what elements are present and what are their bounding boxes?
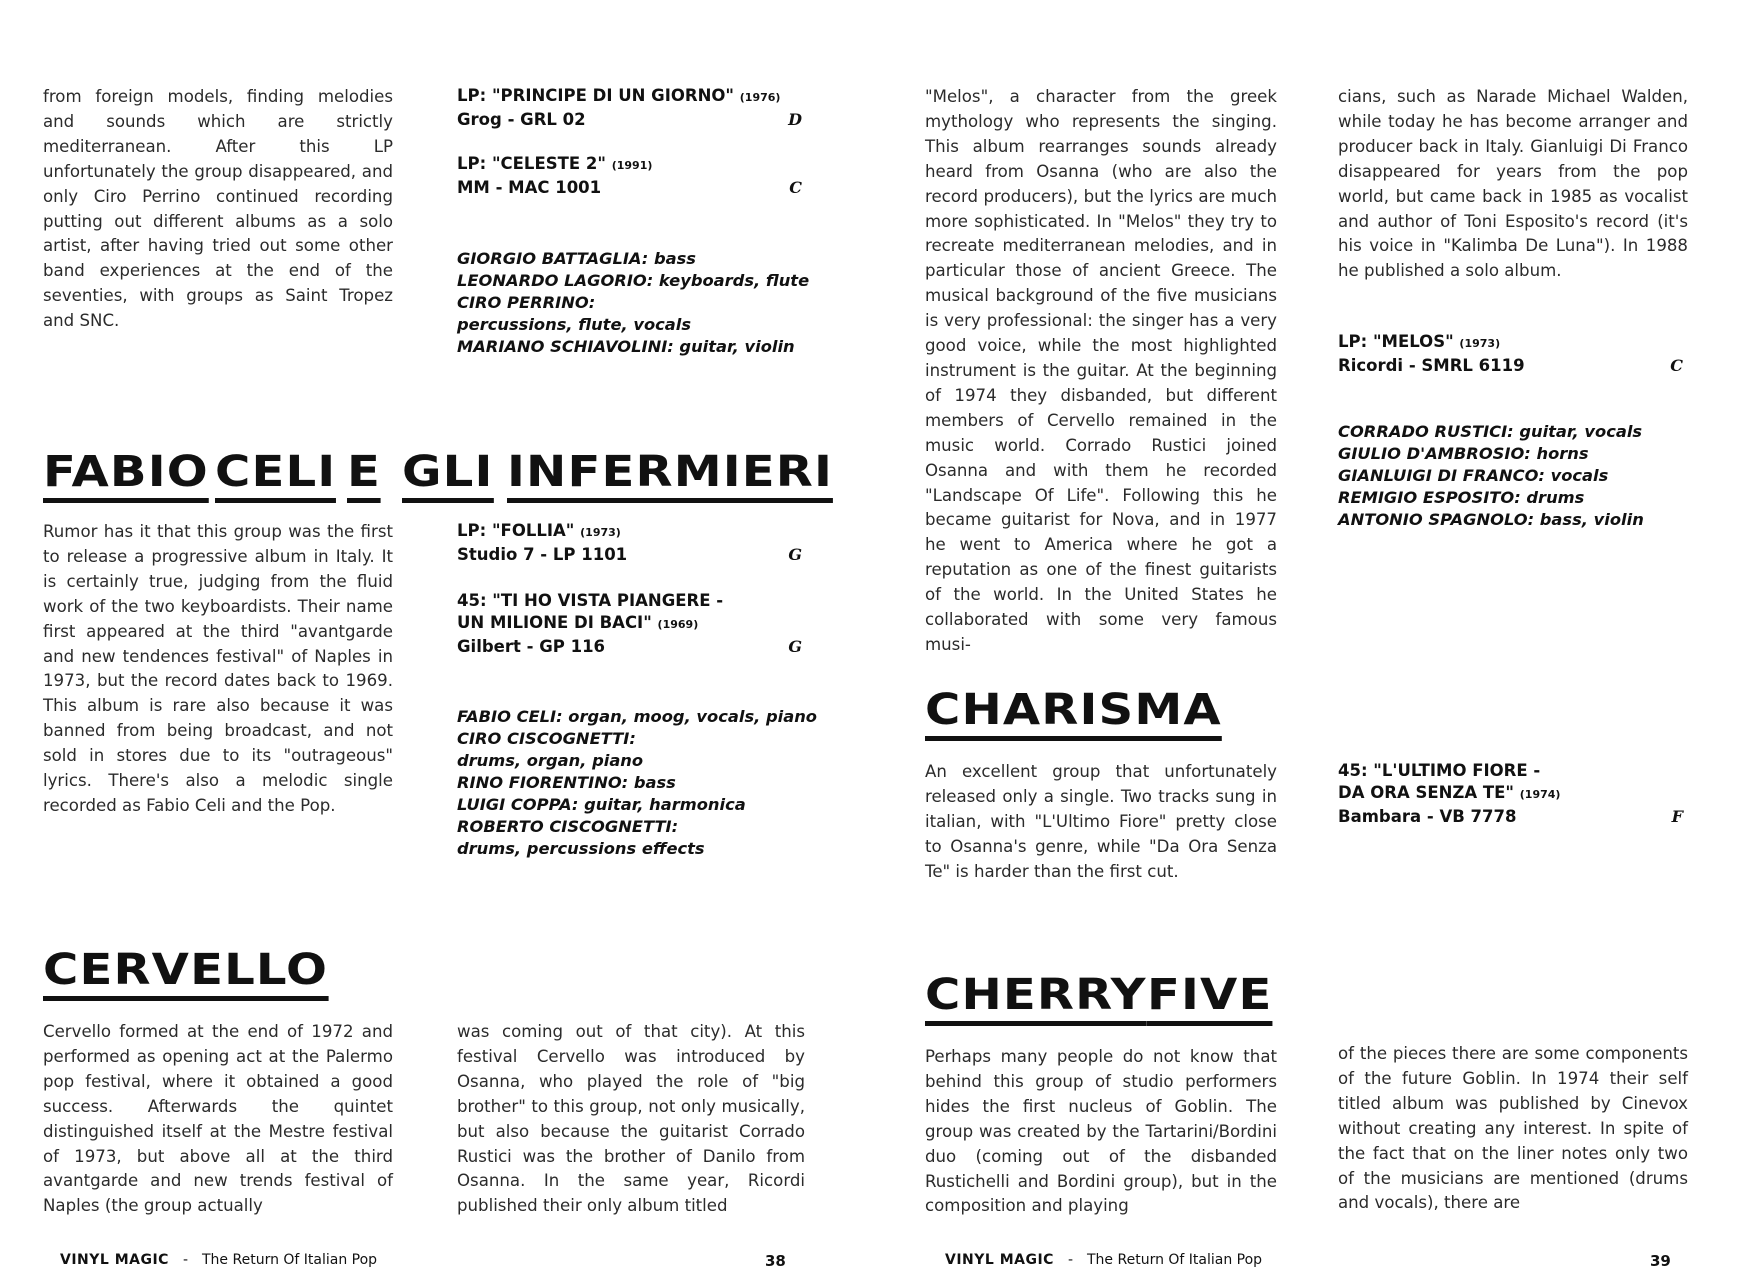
member: LEONARDO LAGORIO: keyboards, flute [457, 271, 810, 290]
member: GIORGIO BATTAGLIA: bass [457, 249, 697, 268]
member: REMIGIO ESPOSITO: drums [1338, 488, 1585, 507]
heading-word: INFERMIERI [507, 447, 833, 503]
member: LUIGI COPPA: guitar, harmonica [457, 795, 746, 814]
magazine-brand: VINYL MAGIC [945, 1252, 1054, 1268]
rarity-grade: F [1671, 807, 1683, 826]
heading-word: E [347, 447, 381, 503]
charisma-discography [1338, 760, 1683, 850]
intro-members-list [457, 248, 810, 358]
fabio-text-block [43, 520, 393, 819]
intro-discography [457, 85, 802, 221]
rarity-grade: C [1670, 356, 1683, 375]
record-label: Gilbert - GP 116 [457, 637, 606, 656]
cervello-continued-col2 [1338, 85, 1688, 284]
member: percussions, flute, vocals [457, 315, 692, 334]
record-year: (1973) [1459, 337, 1501, 350]
member: GIULIO D'AMBROSIO: horns [1338, 444, 1589, 463]
member: drums, percussions effects [457, 839, 705, 858]
record-title: LP: "MELOS" [1338, 332, 1454, 351]
record-title: 45: "L'ULTIMO FIORE - [1338, 761, 1541, 780]
discography-entry [457, 590, 802, 658]
record-year: (1976) [739, 91, 781, 104]
record-label: Bambara - VB 7778 [1338, 807, 1517, 826]
rarity-grade: D [788, 110, 802, 129]
member: drums, organ, piano [457, 751, 644, 770]
member: ROBERTO CISCOGNETTI: [457, 817, 679, 836]
discography-entry [1338, 760, 1683, 828]
record-year: (1974) [1519, 788, 1561, 801]
page-footer-right [945, 1252, 1262, 1268]
heading-word: CELI [215, 447, 336, 503]
record-title: 45: "TI HO VISTA PIANGERE - [457, 591, 724, 610]
record-label: MM - MAC 1001 [457, 178, 602, 197]
heading-word: CHERRY [925, 970, 1147, 1026]
magazine-brand: VINYL MAGIC [60, 1252, 169, 1268]
member: ANTONIO SPAGNOLO: bass, violin [1338, 510, 1644, 529]
member: CIRO CISCOGNETTI: [457, 729, 636, 748]
section-heading-fabio-celi [43, 447, 834, 503]
member: FABIO CELI: organ, moog, vocals, piano [457, 707, 817, 726]
record-year: (1969) [657, 618, 699, 631]
footer-separator: - [182, 1252, 188, 1268]
fabio-members-list [457, 706, 817, 860]
record-title: LP: "PRINCIPE DI UN GIORNO" [457, 86, 735, 105]
cervello-text-col1 [43, 1020, 393, 1219]
cherry-paragraph: of the pieces there are some components of the future Goblin. In 1974 their self titled album was published by Cinevox without creating any interest. In spite of the fact that on the liner notes only two of the musicians are mentioned (drums and vocals), there are [1338, 1044, 1688, 1213]
cervello-discography [1338, 331, 1683, 399]
record-label: Ricordi - SMRL 6119 [1338, 356, 1525, 375]
page-footer-left [60, 1252, 377, 1268]
record-label: Grog - GRL 02 [457, 110, 586, 129]
member: CIRO PERRINO: [457, 293, 596, 312]
heading-word: FABIO [43, 447, 209, 503]
discography-entry [457, 520, 802, 566]
fabio-discography [457, 520, 802, 680]
record-title: LP: "FOLLIA" [457, 521, 575, 540]
heading-word: GLI [402, 447, 494, 503]
cherry-paragraph: Perhaps many people do not know that behind this group of studio performers hides the first nucleus of Goblin. The group was created by the Tartarini/Bordini duo (coming out of the disbanded Rustichelli and Bordini group), but in the composition and playing [925, 1047, 1277, 1216]
section-heading-charisma [925, 685, 1222, 741]
rarity-grade: G [788, 545, 802, 564]
discography-entry [1338, 331, 1683, 377]
section-heading-cervello [43, 945, 329, 1001]
record-title: LP: "CELESTE 2" [457, 154, 606, 173]
discography-entry [457, 153, 802, 199]
record-year: (1991) [611, 159, 653, 172]
footer-separator: - [1067, 1252, 1073, 1268]
magazine-subtitle: The Return Of Italian Pop [1087, 1252, 1263, 1268]
cervello-paragraph: Cervello formed at the end of 1972 and performed as opening act at the Palermo pop festival, where it obtained a good success. Afterwards the quintet distinguished itself at the Mestre festival of 1973, but above all at the third avantgarde and new trends festival of Naples (the group actually [43, 1022, 393, 1216]
heading-word: FIVE [1147, 970, 1272, 1026]
member: RINO FIORENTINO: bass [457, 773, 676, 792]
cervello-paragraph: "Melos", a character from the greek mythology who represents the singing. This album rearranges sounds already heard from Osanna (who are also the record producers), but the lyrics are much more sophisticated. In "Melos" they try to recreate mediterranean melodies, and in particular those of ancient Greece. The musical background of the five musicians is very professional: the singer has a very good voice, while the most highlighted instrument is the guitar. At the beginning of 1974 they disbanded, but different members of Cervello remained in the music world. Corrado Rustici joined Osanna and with them he recorded "Landscape Of Life". Following this he became guitarist for Nova, and in 1977 he went to America where he got a reputation as one of the finest guitarists of the world. In the United States he collaborated with some very famous musi- [925, 87, 1277, 654]
record-label: Studio 7 - LP 1101 [457, 545, 628, 564]
heading-word: CERVELLO [43, 945, 328, 1001]
member: CORRADO RUSTICI: guitar, vocals [1338, 422, 1643, 441]
discography-entry [457, 85, 802, 131]
rarity-grade: C [789, 178, 802, 197]
charisma-text-block [925, 760, 1277, 885]
charisma-paragraph: An excellent group that unfortunately released only a single. Two tracks sung in italian, with "L'Ultimo Fiore" pretty close to Osanna's genre, while "Da Ora Senza Te" is harder than the first cut. [925, 762, 1277, 881]
intro-paragraph: from foreign models, finding melodies and sounds which are strictly mediterranean. After this LP unfortunately the group disappeared, and only Ciro Perrino continued recording putting out different albums as a solo artist, after having tried out some other band experiences at the end of the seventies, with groups as Saint Tropez and SNC. [43, 87, 393, 331]
cervello-paragraph: was coming out of that city). At this festival Cervello was introduced by Osanna, who played the role of "big brother" to this group, not only musically, but also because the guitarist Corrado Rustici was the brother of Danilo from Osanna. In the same year, Ricordi published their only album titled [457, 1022, 805, 1216]
cherry-text-col2 [1338, 1042, 1688, 1216]
section-heading-cherry-five [925, 970, 1273, 1026]
record-title-cont: DA ORA SENZA TE" [1338, 783, 1515, 802]
cervello-paragraph: cians, such as Narade Michael Walden, while today he has become arranger and producer back in Italy. Gianluigi Di Franco disappeared for years from the pop world, but came back in 1985 as vocalist and author of Toni Esposito's record (it's his voice in "Kalimba De Luna"). In 1988 he published a solo album. [1338, 87, 1688, 281]
member: GIANLUIGI DI FRANCO: vocals [1338, 466, 1609, 485]
cervello-continued-col1 [925, 85, 1277, 658]
record-year: (1973) [580, 526, 621, 539]
cervello-text-col2 [457, 1020, 805, 1219]
magazine-subtitle: The Return Of Italian Pop [202, 1252, 378, 1268]
member: MARIANO SCHIAVOLINI: guitar, violin [457, 337, 795, 356]
intro-text-block [43, 85, 393, 334]
cherry-text-col1 [925, 1045, 1277, 1219]
page-number-39: 39 [1650, 1252, 1671, 1270]
rarity-grade: G [788, 637, 802, 656]
page-number-38: 38 [765, 1252, 786, 1270]
heading-word: CHARISMA [925, 685, 1222, 741]
fabio-paragraph: Rumor has it that this group was the first to release a progressive album in Italy. It is certainly true, judging from the fluid work of the two keyboardists. Their name first appeared at the third "avantgarde and new tendences festival" of Naples in 1973, but the record dates back to 1969. This album is rare also because it was banned from being broadcast, and not sold in stores due to its "outrageous" lyrics. There's also a melodic single recorded as Fabio Celi and the Pop. [43, 522, 393, 815]
record-title-cont: UN MILIONE DI BACI" [457, 613, 652, 632]
cervello-members-list [1338, 421, 1683, 531]
